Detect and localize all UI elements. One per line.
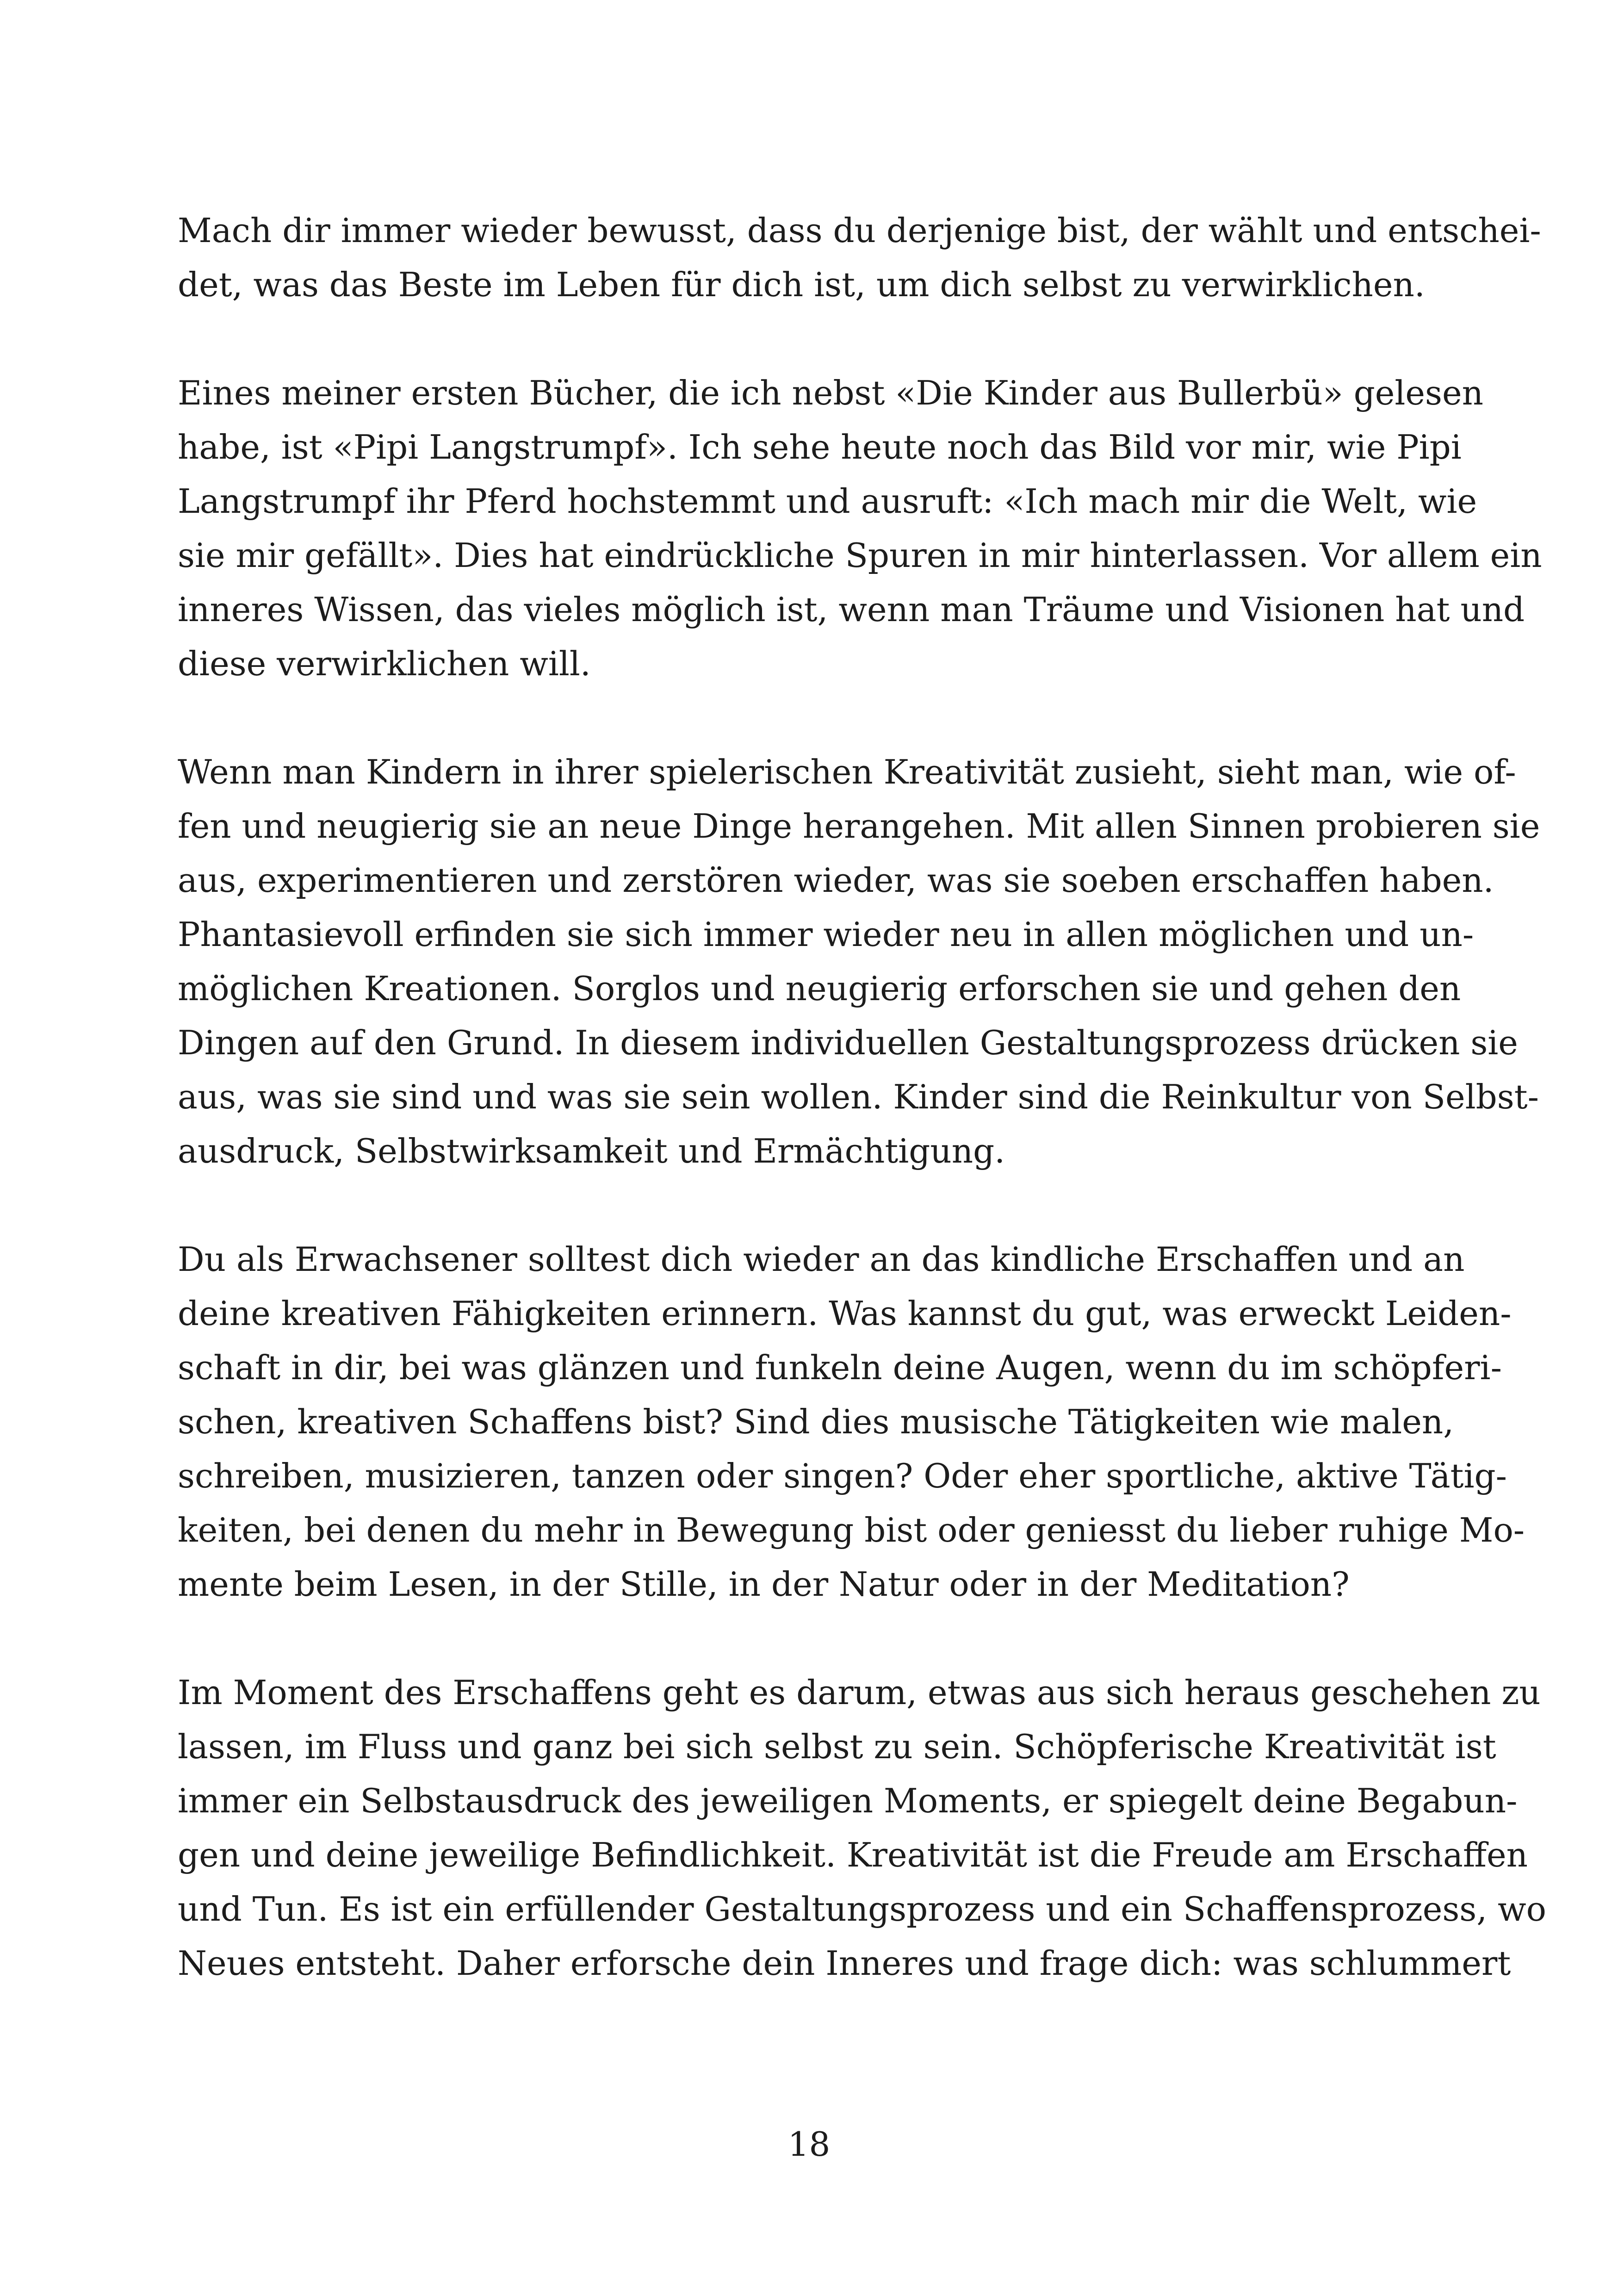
text-line: fen und neugierig sie an neue Dinge herangehen. Mit allen Sinnen probieren sie [178,807,1540,846]
text-line: gen und deine jeweilige Befindlichkeit. Kreativität ist die Freude am Erschaffen [178,1836,1528,1874]
text-line: Wenn man Kindern in ihrer spielerischen Kreativität zusieht, sieht man, wie of- [178,753,1516,791]
paragraph-2 [178,366,1542,691]
page-number: 18 [787,2125,831,2164]
text-line: sie mir gefällt». Dies hat eindrückliche Spuren in mir hinterlassen. Vor allem ein [178,536,1542,575]
body-text [178,204,1546,2045]
text-line: Im Moment des Erschaffens geht es darum, etwas aus sich heraus geschehen zu [178,1673,1541,1712]
paragraph-4 [178,1232,1525,1612]
text-line: immer ein Selbstausdruck des jeweiligen Moments, er spiegelt deine Begabun- [178,1781,1518,1820]
text-line: Phantasievoll erfinden sie sich immer wieder neu in allen möglichen und un- [178,915,1474,954]
text-line: aus, experimentieren und zerstören wieder, was sie soeben erschaffen haben. [178,861,1494,900]
paragraph-1 [178,204,1541,312]
text-line: Du als Erwachsener solltest dich wieder an das kindliche Erschaffen und an [178,1240,1465,1279]
text-line: habe, ist «Pipi Langstrumpf». Ich sehe heute noch das Bild vor mir, wie Pipi [178,428,1462,467]
text-line: ausdruck, Selbstwirksamkeit und Ermächtigung. [178,1132,1005,1170]
text-line: mente beim Lesen, in der Stille, in der Natur oder in der Meditation? [178,1565,1350,1604]
text-line: keiten, bei denen du mehr in Bewegung bist oder geniesst du lieber ruhige Mo- [178,1511,1525,1549]
text-line: Neues entsteht. Daher erforsche dein Inneres und frage dich: was schlummert [178,1944,1511,1983]
text-line: lassen, im Fluss und ganz bei sich selbst zu sein. Schöpferische Kreativität ist [178,1727,1496,1766]
text-line: und Tun. Es ist ein erfüllender Gestaltungsprozess und ein Schaffensprozess, wo [178,1890,1546,1929]
text-line: deine kreativen Fähigkeiten erinnern. Was kannst du gut, was erweckt Leiden- [178,1294,1512,1333]
text-line: schreiben, musizieren, tanzen oder singen? Oder eher sportliche, aktive Tätig- [178,1456,1507,1495]
paragraph-3 [178,745,1540,1178]
text-line: schen, kreativen Schaffens bist? Sind dies musische Tätigkeiten wie malen, [178,1402,1454,1441]
text-line: diese verwirklichen will. [178,644,591,683]
text-line: schaft in dir, bei was glänzen und funkeln deine Augen, wenn du im schöpferi- [178,1348,1502,1387]
text-line: Mach dir immer wieder bewusst, dass du derjenige bist, der wählt und entschei- [178,211,1541,250]
text-line: aus, was sie sind und was sie sein wollen. Kinder sind die Reinkultur von Selbst- [178,1077,1539,1116]
text-line: inneres Wissen, das vieles möglich ist, wenn man Träume und Visionen hat und [178,590,1525,629]
text-line: möglichen Kreationen. Sorglos und neugierig erforschen sie und gehen den [178,969,1461,1008]
text-line: Langstrumpf ihr Pferd hochstemmt und ausruft: «Ich mach mir die Welt, wie [178,482,1477,521]
paragraph-5 [178,1666,1546,1991]
text-line: Dingen auf den Grund. In diesem individuellen Gestaltungsprozess drücken sie [178,1023,1518,1062]
text-line: Eines meiner ersten Bücher, die ich nebst «Die Kinder aus Bullerbü» gelesen [178,373,1483,412]
text-line: det, was das Beste im Leben für dich ist, um dich selbst zu verwirklichen. [178,265,1425,304]
